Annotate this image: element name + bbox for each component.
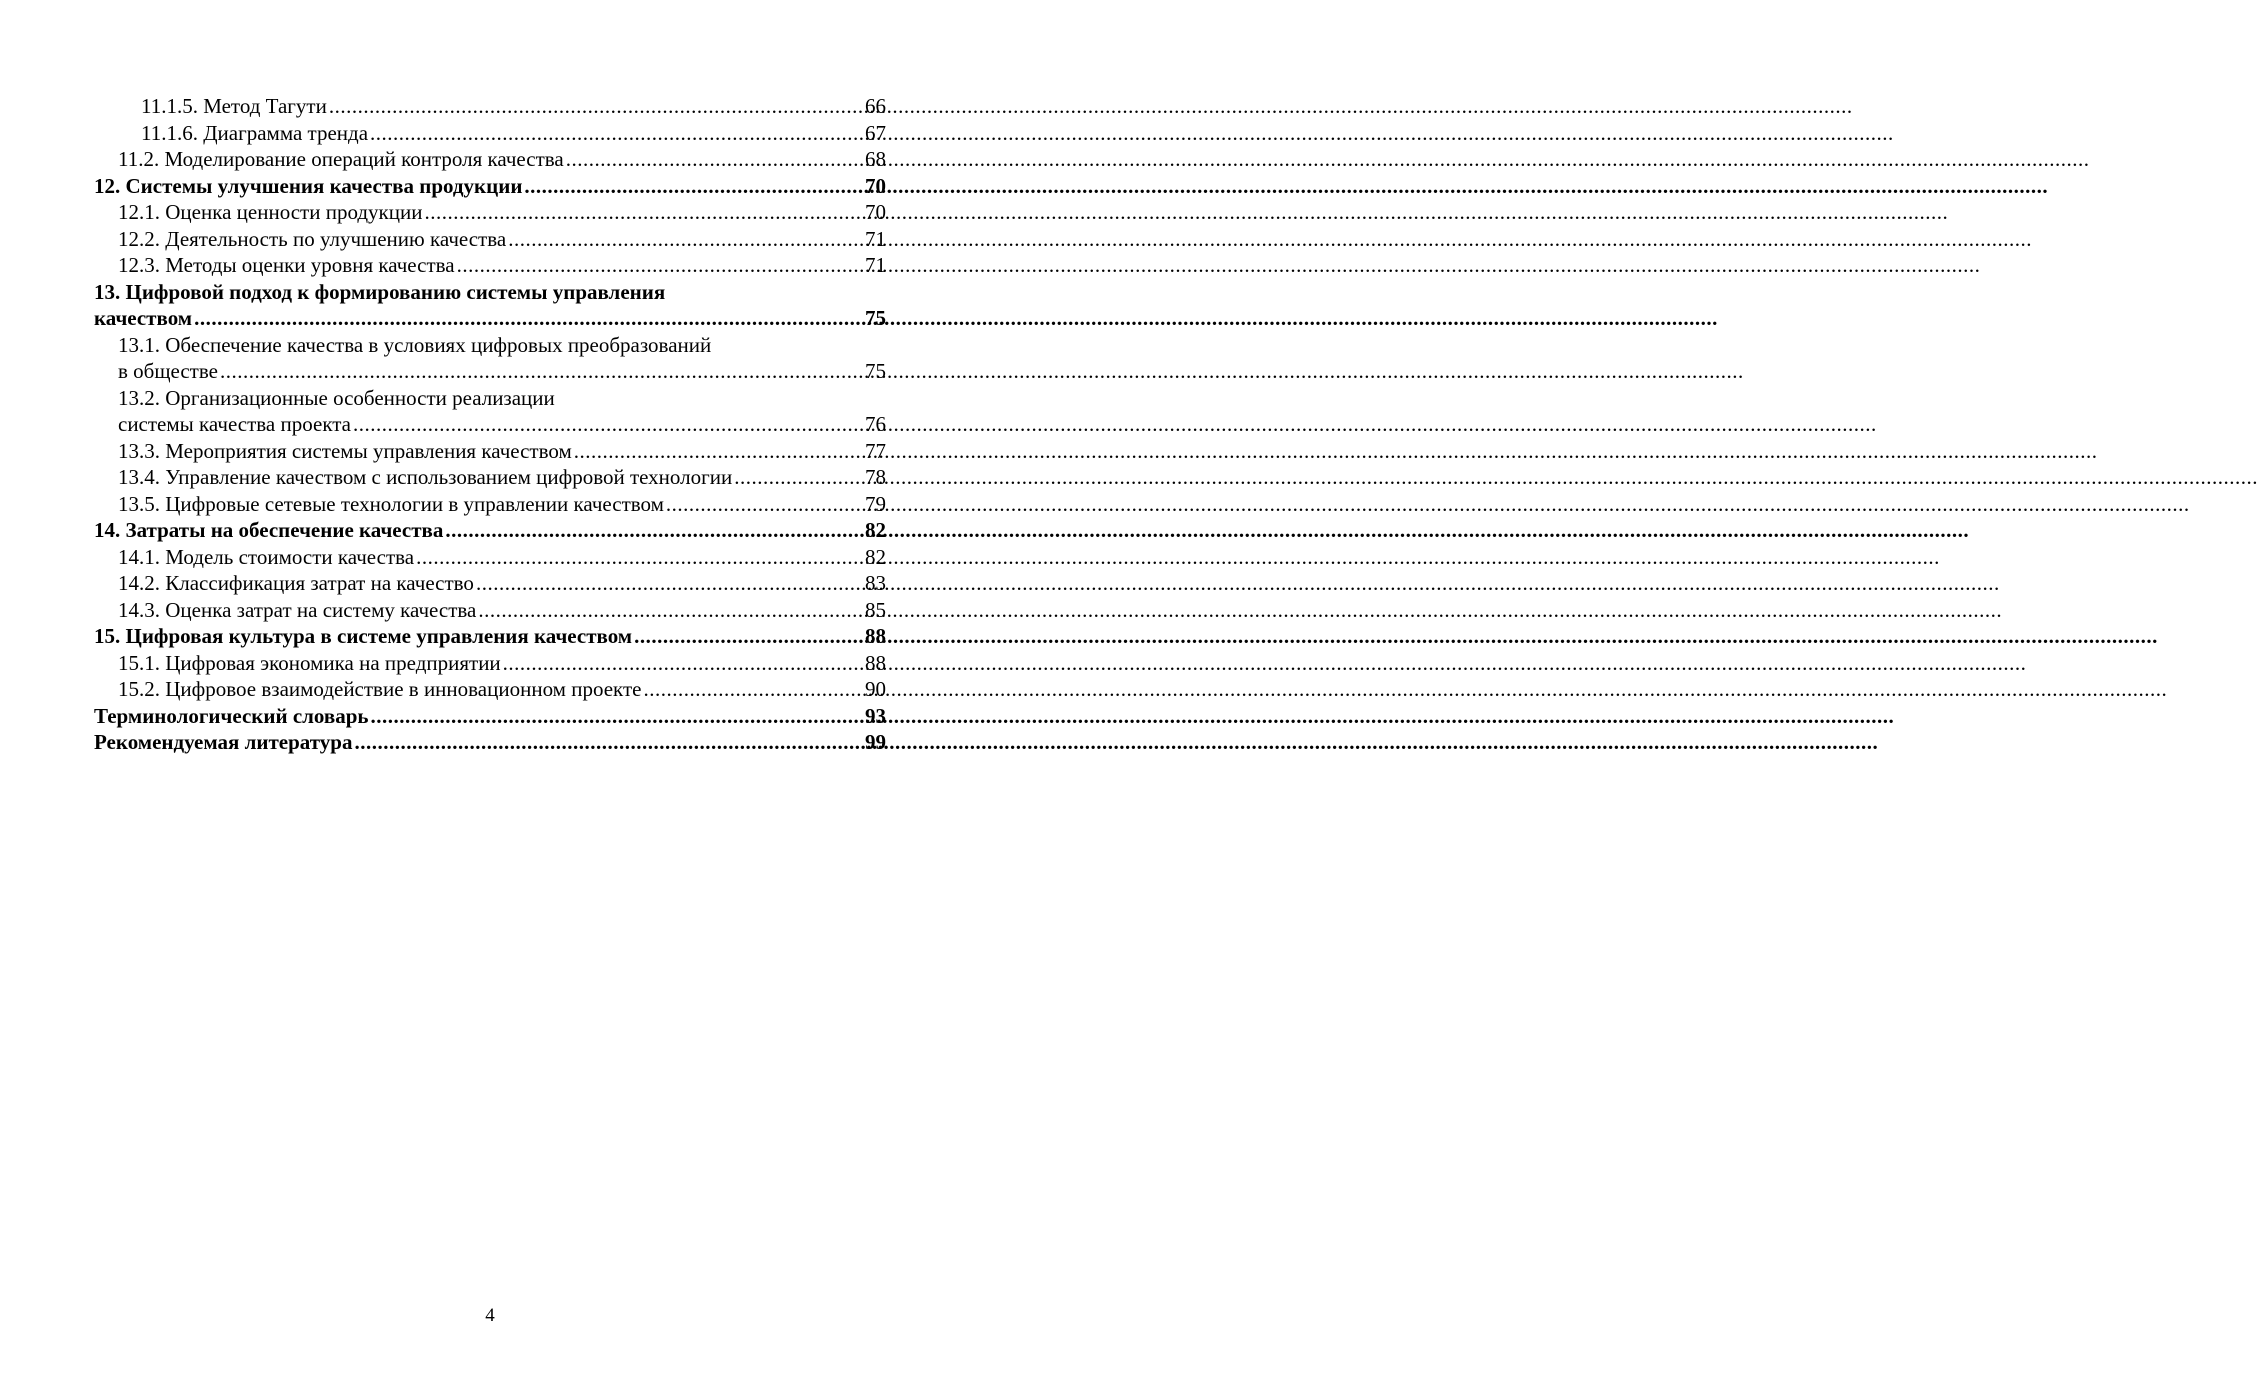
toc-entry-title-continued: качеством (94, 306, 193, 330)
dot-leader (666, 491, 863, 518)
dot-leader (424, 199, 863, 226)
table-of-contents (94, 93, 886, 756)
toc-entry[interactable] (94, 650, 886, 677)
toc-chapter-entry[interactable] (94, 623, 886, 650)
toc-entry-title: 12. Системы улучшения качества продукции (94, 173, 523, 198)
dot-leader (416, 544, 863, 571)
dot-leader (478, 597, 863, 624)
toc-entry[interactable] (94, 544, 886, 571)
toc-entry-page: 85 (865, 597, 886, 622)
toc-entry-page: 68 (865, 147, 886, 171)
toc-entry[interactable] (94, 464, 886, 491)
dot-leader (354, 729, 863, 756)
toc-entry-page: 88 (865, 624, 886, 648)
toc-entry-page: 76 (865, 412, 886, 436)
toc-entry[interactable] (94, 199, 886, 226)
dot-leader (503, 650, 863, 677)
toc-chapter-entry[interactable] (94, 279, 886, 332)
toc-entry-title-continued: в обществе (118, 359, 218, 383)
toc-entry[interactable] (94, 146, 886, 173)
toc-entry-page: 67 (865, 120, 886, 145)
toc-entry-title: 13.3. Мероприятия системы управления качеством (118, 438, 572, 463)
toc-entry-title: 14. Затраты на обеспечение качества (94, 518, 444, 542)
dot-leader (508, 226, 863, 253)
toc-entry-title: 12.2. Деятельность по улучшению качества (118, 226, 507, 251)
toc-entry-page: 70 (865, 200, 886, 224)
toc-entry-page: 93 (865, 703, 886, 728)
toc-entry-title: 15.2. Цифровое взаимодействие в инновационном проекте (118, 677, 642, 701)
toc-entry[interactable] (94, 226, 886, 253)
toc-chapter-entry[interactable] (94, 703, 886, 730)
toc-entry-page: 82 (865, 544, 886, 569)
toc-entry-page: 70 (865, 173, 886, 198)
toc-chapter-entry[interactable] (94, 517, 886, 544)
toc-entry-page: 90 (865, 677, 886, 701)
toc-entry-title: 11.2. Моделирование операций контроля качества (118, 147, 564, 171)
dot-leader (524, 173, 863, 200)
dot-leader (445, 517, 863, 544)
toc-chapter-entry[interactable] (94, 173, 886, 200)
toc-entry-title-continued: системы качества проекта (118, 412, 351, 436)
dot-leader (220, 358, 863, 385)
dot-leader (734, 464, 863, 491)
toc-entry-page: 88 (865, 650, 886, 675)
dot-leader (194, 305, 863, 332)
toc-entry-page: 99 (865, 730, 886, 754)
document-page (0, 0, 980, 1386)
dot-leader (566, 146, 863, 173)
toc-entry-title: 13.1. Обеспечение качества в условиях цифровых преобразований (118, 332, 712, 357)
toc-entry[interactable] (94, 597, 886, 624)
dot-leader (370, 120, 863, 147)
dot-leader (371, 703, 863, 730)
toc-entry[interactable] (94, 570, 886, 597)
toc-entry-page: 71 (865, 226, 886, 251)
dot-leader (476, 570, 863, 597)
toc-entry-title: 13.2. Организационные особенности реализации (118, 385, 555, 410)
dot-leader (457, 252, 863, 279)
dot-leader (634, 623, 863, 650)
toc-entry[interactable] (94, 120, 886, 147)
toc-entry[interactable] (94, 332, 886, 385)
toc-entry[interactable] (94, 252, 886, 279)
toc-entry-title: 13.5. Цифровые сетевые технологии в управлении качеством (118, 491, 664, 516)
dot-leader (353, 411, 863, 438)
toc-entry-title: 15. Цифровая культура в системе управления качеством (94, 624, 633, 648)
toc-entry[interactable] (94, 676, 886, 703)
toc-entry-title: 15.1. Цифровая экономика на предприятии (118, 650, 501, 675)
toc-entry-page: 79 (865, 491, 886, 516)
toc-entry[interactable] (94, 385, 886, 438)
dot-leader (574, 438, 863, 465)
toc-entry-title: Терминологический словарь (94, 703, 369, 728)
toc-entry-title: 12.3. Методы оценки уровня качества (118, 253, 455, 277)
toc-entry-page: 82 (865, 518, 886, 542)
toc-entry-title: 11.1.6. Диаграмма тренда (141, 120, 369, 145)
toc-entry[interactable] (94, 93, 886, 120)
toc-entry-page: 75 (865, 359, 886, 383)
toc-entry-page: 75 (865, 306, 886, 330)
toc-chapter-entry[interactable] (94, 729, 886, 756)
toc-entry-title: Рекомендуемая литература (94, 730, 353, 754)
toc-entry-page: 78 (865, 465, 886, 489)
dot-leader (643, 676, 863, 703)
toc-entry-title: 11.1.5. Метод Тагути (141, 94, 327, 118)
toc-entry-page: 71 (865, 253, 886, 277)
toc-entry[interactable] (94, 491, 886, 518)
toc-entry-page: 66 (865, 94, 886, 118)
toc-entry-title: 14.1. Модель стоимости качества (118, 544, 415, 569)
toc-entry-page: 77 (865, 438, 886, 463)
toc-entry-title: 14.2. Классификация затрат на качество (118, 571, 474, 595)
toc-entry-title: 14.3. Оценка затрат на систему качества (118, 597, 477, 622)
toc-entry[interactable] (94, 438, 886, 465)
toc-entry-title: 13. Цифровой подход к формированию системы управления (94, 279, 666, 304)
toc-entry-page: 83 (865, 571, 886, 595)
dot-leader (329, 93, 863, 120)
toc-entry-title: 13.4. Управление качеством с использованием цифровой технологии (118, 465, 733, 489)
toc-entry-title: 12.1. Оценка ценности продукции (118, 200, 423, 224)
page-number: 4 (485, 1305, 495, 1326)
